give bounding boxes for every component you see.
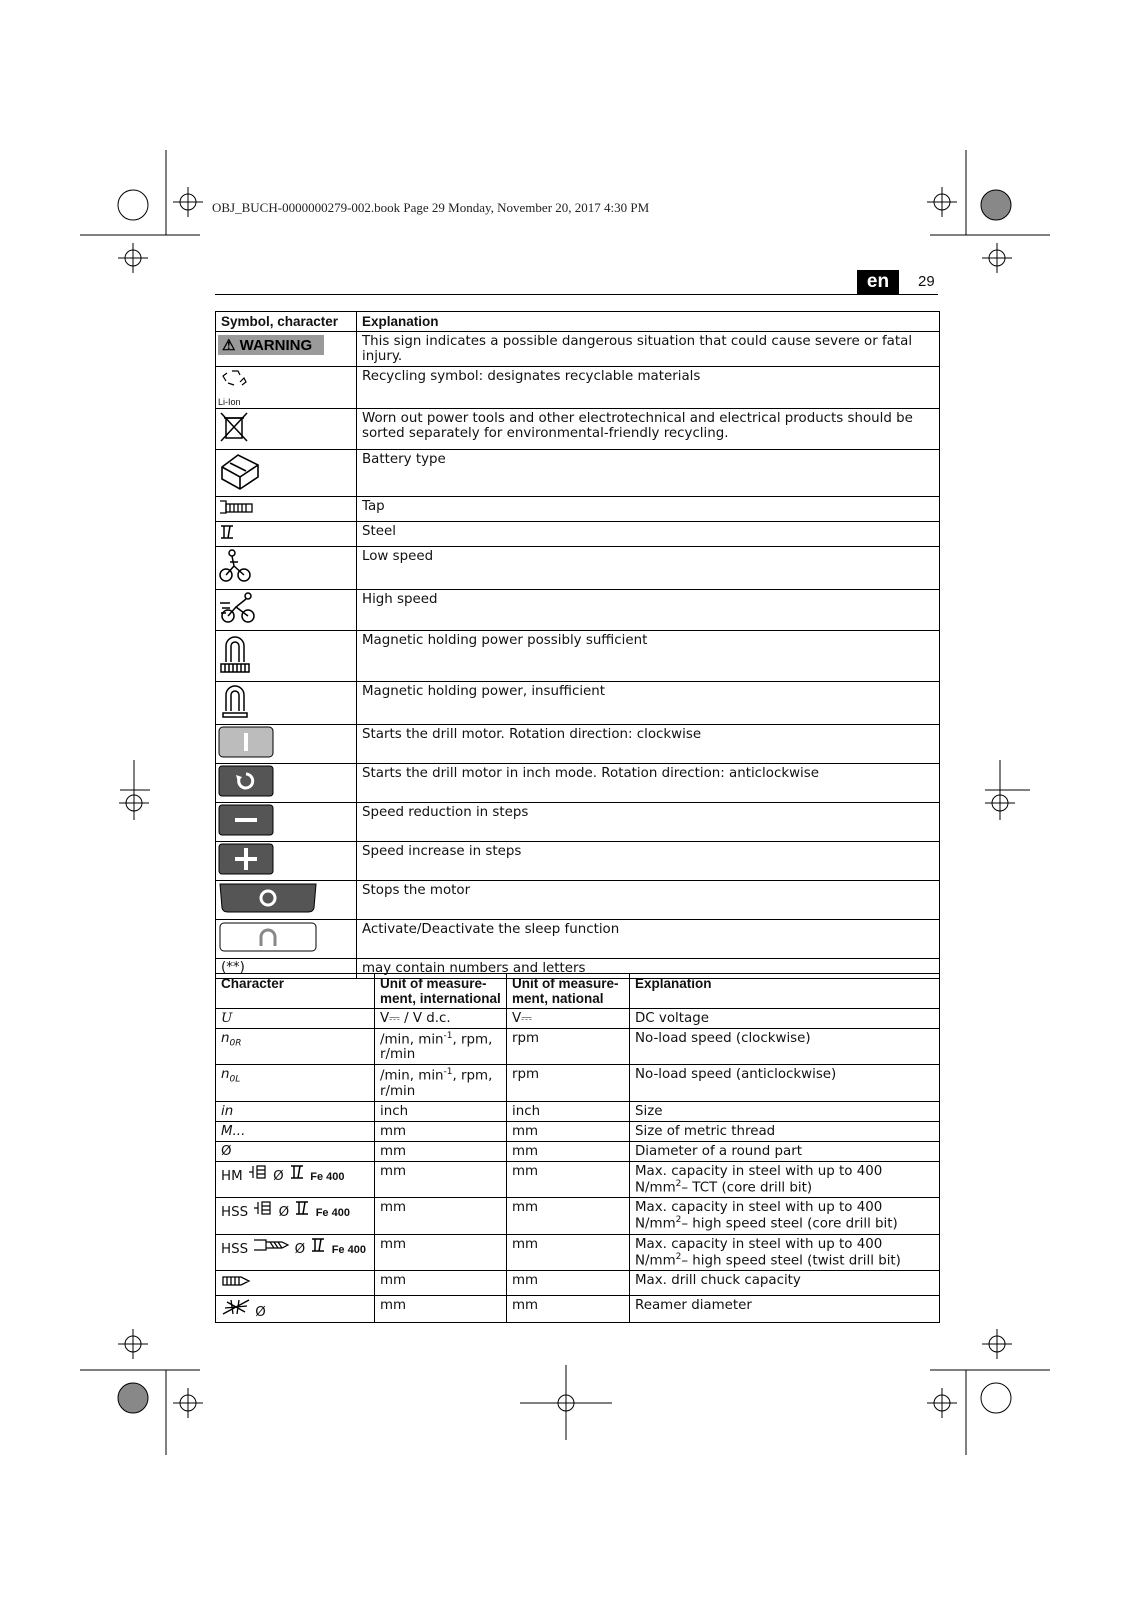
start-clockwise-button-icon — [218, 726, 274, 758]
symbol-cell — [216, 522, 357, 547]
magnet-insufficient-icon — [218, 683, 252, 719]
column-header: Unit of measure-ment, national — [507, 974, 630, 1009]
bicycle-fast-icon — [218, 591, 258, 625]
header-rule — [215, 294, 938, 295]
symbol-cell — [216, 409, 357, 450]
column-header: Explanation — [357, 312, 940, 332]
explanation-text: – high speed steel (twist drill bit) — [681, 1253, 901, 1269]
twist-drill-icon — [252, 1237, 290, 1253]
character-text: n — [221, 1031, 230, 1046]
unit-international-cell — [375, 1065, 507, 1101]
unit-text: /min, min — [380, 1068, 444, 1084]
steel-beam-icon — [218, 523, 238, 541]
symbol-cell — [216, 547, 357, 590]
language-badge: en — [857, 270, 899, 294]
explanation-text: – TCT (core drill bit) — [681, 1180, 813, 1196]
table-row — [216, 590, 940, 631]
symbol-cell — [216, 803, 357, 842]
symbol-cell — [216, 450, 357, 497]
symbol-cell — [216, 332, 357, 367]
warning-sign: ⚠ WARNING — [218, 335, 324, 355]
character-cell — [216, 1234, 375, 1270]
diameter-symbol: Ø — [273, 1168, 284, 1184]
page-number: 29 — [918, 273, 935, 290]
fe400-label: Fe 400 — [315, 1207, 350, 1220]
table-row — [216, 409, 940, 450]
plus-button-icon — [218, 843, 274, 875]
unit-national-cell: rpm — [507, 1065, 630, 1101]
column-header: Symbol, character — [216, 312, 357, 332]
crossed-bin-icon — [218, 410, 250, 444]
explanation-cell: Worn out power tools and other electrotechnical and electrical products should be sorted separately for environmental-friendly recycling. — [357, 409, 940, 450]
steel-beam-icon — [309, 1237, 327, 1253]
character-cell: U — [216, 1009, 375, 1029]
explanation-cell: Speed reduction in steps — [357, 803, 940, 842]
core-drill-icon — [247, 1164, 269, 1180]
explanation-cell: Diameter of a round part — [630, 1141, 940, 1161]
explanation-cell: Starts the drill motor in inch mode. Rotation direction: anticlockwise — [357, 764, 940, 803]
stop-button-icon — [218, 882, 318, 914]
unit-text: , rpm, r/min — [380, 1032, 493, 1063]
character-cell — [216, 1198, 375, 1234]
explanation-cell: Recycling symbol: designates recyclable materials — [357, 367, 940, 409]
unit-national-cell: mm — [507, 1141, 630, 1161]
unit-international-cell: inch — [375, 1101, 507, 1121]
inch-mode-button-icon — [218, 765, 274, 797]
unit-international-cell: mm — [375, 1198, 507, 1234]
table-row — [216, 1029, 940, 1065]
explanation-cell: DC voltage — [630, 1009, 940, 1029]
explanation-cell: Starts the drill motor. Rotation direction: clockwise — [357, 725, 940, 764]
table-row — [216, 725, 940, 764]
table-row — [216, 631, 940, 682]
unit-national-cell: mm — [507, 1161, 630, 1197]
explanation-cell: Size — [630, 1101, 940, 1121]
unit-national-cell: V⎓ — [507, 1009, 630, 1029]
table-row — [216, 1296, 940, 1323]
explanation-text: Max. capacity in steel with up to 400 N/mm — [635, 1200, 883, 1232]
table-row — [216, 332, 940, 367]
steel-beam-icon — [288, 1164, 306, 1180]
table-row — [216, 1101, 940, 1121]
unit-international-cell: mm — [375, 1141, 507, 1161]
table-row — [216, 547, 940, 590]
unit-national-cell: mm — [507, 1234, 630, 1270]
symbol-cell — [216, 367, 357, 409]
table-row — [216, 1198, 940, 1234]
symbol-cell — [216, 764, 357, 803]
character-cell — [216, 1029, 375, 1065]
table-row — [216, 682, 940, 725]
explanation-cell: Steel — [357, 522, 940, 547]
unit-international-cell: V⎓ / V d.c. — [375, 1009, 507, 1029]
unit-international-cell — [375, 1029, 507, 1065]
book-header: OBJ_BUCH-0000000279-002.book Page 29 Monday, November 20, 2017 4:30 PM — [212, 200, 650, 215]
character-cell: Ø — [216, 1141, 375, 1161]
magnet-sufficient-icon — [218, 632, 252, 676]
character-cell — [216, 1296, 375, 1323]
explanation-superscript: 2 — [675, 1215, 682, 1226]
unit-international-cell: mm — [375, 1161, 507, 1197]
battery-icon — [218, 451, 262, 491]
character-cell: in — [216, 1101, 375, 1121]
table-header-row — [216, 312, 940, 332]
steel-beam-icon — [293, 1200, 311, 1216]
table-row — [216, 367, 940, 409]
table-row — [216, 842, 940, 881]
explanation-cell: may contain numbers and letters — [357, 959, 940, 979]
sleep-button-icon — [218, 921, 318, 953]
explanation-cell — [630, 1234, 940, 1270]
fe400-label: Fe 400 — [331, 1243, 366, 1256]
table-row — [216, 920, 940, 959]
table-header-row — [216, 974, 940, 1009]
column-header: Explanation — [630, 974, 940, 1009]
table-row — [216, 522, 940, 547]
table-row — [216, 1161, 940, 1197]
core-drill-icon — [252, 1200, 274, 1216]
character-cell — [216, 1161, 375, 1197]
character-cell — [216, 1065, 375, 1101]
drill-chuck-icon — [221, 1273, 251, 1289]
explanation-cell — [630, 1198, 940, 1234]
minus-button-icon — [218, 804, 274, 836]
explanation-cell: This sign indicates a possible dangerous situation that could cause severe or fatal injury. — [357, 332, 940, 367]
li-ion-label: Li-Ion — [218, 397, 241, 407]
unit-text: /min, min — [380, 1032, 444, 1048]
explanation-cell: Speed increase in steps — [357, 842, 940, 881]
explanation-cell — [630, 1161, 940, 1197]
reamer-icon — [221, 1298, 251, 1316]
warning-label: WARNING — [239, 337, 313, 354]
unit-national-cell: mm — [507, 1198, 630, 1234]
table-row — [216, 764, 940, 803]
character-text: HSS — [221, 1241, 249, 1257]
character-cell — [216, 1271, 375, 1296]
explanation-cell: Battery type — [357, 450, 940, 497]
explanation-cell: Tap — [357, 497, 940, 522]
character-subscript: 0L — [229, 1075, 241, 1086]
recycling-li-ion-icon — [218, 368, 252, 394]
unit-international-cell: mm — [375, 1121, 507, 1141]
unit-text: , rpm, r/min — [380, 1068, 493, 1099]
symbol-cell — [216, 497, 357, 522]
symbol-cell — [216, 920, 357, 959]
explanation-superscript: 2 — [675, 1251, 682, 1262]
explanation-cell: Max. drill chuck capacity — [630, 1271, 940, 1296]
table-row — [216, 450, 940, 497]
explanation-cell: Activate/Deactivate the sleep function — [357, 920, 940, 959]
explanation-text: – high speed steel (core drill bit) — [681, 1216, 898, 1232]
unit-international-cell: mm — [375, 1271, 507, 1296]
symbol-cell — [216, 590, 357, 631]
unit-national-cell: mm — [507, 1271, 630, 1296]
character-text: n — [221, 1067, 230, 1083]
explanation-cell: Stops the motor — [357, 881, 940, 920]
symbol-cell — [216, 725, 357, 764]
table-row — [216, 881, 940, 920]
explanation-cell: Size of metric thread — [630, 1121, 940, 1141]
explanation-cell: No-load speed (clockwise) — [630, 1029, 940, 1065]
unit-national-cell: mm — [507, 1121, 630, 1141]
symbols-table — [215, 311, 940, 979]
symbol-cell: (**) — [216, 959, 357, 979]
table-row — [216, 1065, 940, 1101]
table-row — [216, 1141, 940, 1161]
unit-superscript: -1 — [443, 1067, 453, 1078]
explanation-text: Max. capacity in steel with up to 400 N/mm — [635, 1236, 883, 1269]
character-subscript: 0R — [229, 1038, 242, 1049]
tap-icon — [218, 498, 254, 516]
fe400-label: Fe 400 — [310, 1170, 345, 1183]
explanation-cell: Reamer diameter — [630, 1296, 940, 1323]
character-text: HSS — [221, 1205, 249, 1221]
table-row — [216, 803, 940, 842]
diameter-symbol: Ø — [278, 1205, 290, 1221]
character-cell: M... — [216, 1121, 375, 1141]
explanation-cell: Magnetic holding power, insufficient — [357, 682, 940, 725]
table-row — [216, 1009, 940, 1029]
symbol-cell — [216, 881, 357, 920]
table-row — [216, 497, 940, 522]
units-table — [215, 973, 940, 1323]
unit-national-cell: inch — [507, 1101, 630, 1121]
symbol-cell — [216, 682, 357, 725]
column-header: Unit of measure-ment, international — [375, 974, 507, 1009]
table-row — [216, 1121, 940, 1141]
unit-superscript: -1 — [443, 1031, 453, 1041]
table-row — [216, 1234, 940, 1270]
unit-national-cell: mm — [507, 1296, 630, 1323]
symbol-cell — [216, 631, 357, 682]
explanation-cell: Magnetic holding power possibly sufficient — [357, 631, 940, 682]
explanation-cell: No-load speed (anticlockwise) — [630, 1065, 940, 1101]
diameter-symbol: Ø — [255, 1305, 266, 1321]
unit-international-cell: mm — [375, 1296, 507, 1323]
explanation-text: Max. capacity in steel with up to 400 N/mm — [635, 1163, 883, 1196]
column-header: Character — [216, 974, 375, 1009]
character-text: HM — [221, 1168, 243, 1184]
bicycle-slow-icon — [218, 548, 252, 584]
explanation-superscript: 2 — [675, 1178, 682, 1189]
explanation-cell: Low speed — [357, 547, 940, 590]
diameter-symbol: Ø — [294, 1241, 306, 1257]
unit-national-cell: rpm — [507, 1029, 630, 1065]
table-row — [216, 1271, 940, 1296]
explanation-cell: High speed — [357, 590, 940, 631]
unit-international-cell: mm — [375, 1234, 507, 1270]
symbol-cell — [216, 842, 357, 881]
